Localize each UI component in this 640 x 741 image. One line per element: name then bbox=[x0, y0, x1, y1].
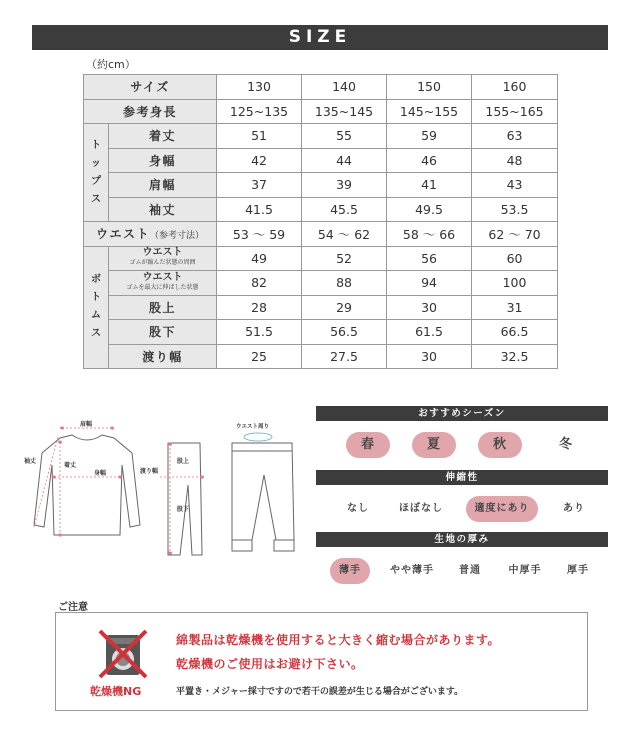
thigh-label: 渡り幅 bbox=[140, 468, 159, 475]
cell: 27.5 bbox=[302, 344, 387, 369]
no-dryer-icon bbox=[96, 627, 150, 681]
table-row bbox=[84, 173, 558, 198]
body-width-label: 身幅 bbox=[94, 470, 107, 477]
notice-line-3: 平置き・メジャー採寸ですので若干の誤差が生じる場合がございます。 bbox=[176, 687, 464, 697]
table-row-waist bbox=[84, 222, 558, 247]
waist-around-label: ウエスト周り bbox=[236, 424, 270, 430]
row-label: 渡り幅 bbox=[109, 344, 217, 369]
unit-note: （約cm） bbox=[86, 58, 136, 71]
cell: 29 bbox=[302, 295, 387, 320]
thickness-option-normal: 普通 bbox=[459, 565, 481, 576]
rise-label: 股上 bbox=[177, 458, 190, 465]
bottoms-group-label: ボトムス bbox=[84, 246, 109, 369]
table-row-size bbox=[84, 75, 558, 100]
cell: 48 bbox=[472, 148, 558, 173]
size-title: SIZE bbox=[32, 25, 608, 50]
table-row bbox=[84, 197, 558, 222]
table-row bbox=[84, 148, 558, 173]
cell: 25 bbox=[217, 344, 302, 369]
row-label: 着丈 bbox=[109, 124, 217, 149]
table-row bbox=[84, 246, 558, 271]
row-label: ウエスト ゴムを最大に伸ばした状態 bbox=[109, 271, 217, 296]
stretch-option-yes: あり bbox=[563, 503, 585, 514]
cell: 32.5 bbox=[472, 344, 558, 369]
cell: 54 ～ 62 bbox=[302, 222, 387, 247]
cell: 49 bbox=[217, 246, 302, 271]
cell: 41.5 bbox=[217, 197, 302, 222]
season-option-spring: 春 bbox=[346, 432, 390, 458]
table-row bbox=[84, 320, 558, 345]
cell: 63 bbox=[472, 124, 558, 149]
cell: 51.5 bbox=[217, 320, 302, 345]
cell: 39 bbox=[302, 173, 387, 198]
table-row bbox=[84, 344, 558, 369]
shoulder-label: 肩幅 bbox=[80, 421, 93, 428]
cell: 56.5 bbox=[302, 320, 387, 345]
tops-group-label: トップス bbox=[84, 124, 109, 222]
row-label: ウエスト ゴムが縮んだ状態の周囲 bbox=[109, 246, 217, 271]
cell: 43 bbox=[472, 173, 558, 198]
waist-arrow-icon bbox=[244, 433, 272, 441]
cell: 62 ～ 70 bbox=[472, 222, 558, 247]
row-label: 身幅 bbox=[109, 148, 217, 173]
row-label: 股上 bbox=[109, 295, 217, 320]
height-cell: 135~145 bbox=[302, 99, 387, 124]
season-bar: おすすめシーズン bbox=[316, 406, 608, 421]
cell: 100 bbox=[472, 271, 558, 296]
waist-label: ウエスト（参考寸法） bbox=[84, 222, 217, 247]
table-row bbox=[84, 271, 558, 296]
size-cell: 150 bbox=[387, 75, 472, 100]
notice-line-2: 乾燥機のご使用はお避け下さい。 bbox=[176, 657, 364, 671]
thickness-bar: 生地の厚み bbox=[316, 532, 608, 547]
table-row bbox=[84, 124, 558, 149]
cell: 82 bbox=[217, 271, 302, 296]
cell: 37 bbox=[217, 173, 302, 198]
pants-front-illustration bbox=[232, 443, 294, 551]
season-options bbox=[316, 432, 608, 462]
stretch-bar: 伸縮性 bbox=[316, 470, 608, 485]
height-label: 参考身長 bbox=[84, 99, 217, 124]
cell: 60 bbox=[472, 246, 558, 271]
cell: 59 bbox=[387, 124, 472, 149]
cell: 30 bbox=[387, 295, 472, 320]
season-option-winter: 冬 bbox=[558, 437, 573, 452]
cell: 41 bbox=[387, 173, 472, 198]
season-option-autumn: 秋 bbox=[478, 432, 522, 458]
cell: 28 bbox=[217, 295, 302, 320]
cell: 58 ～ 66 bbox=[387, 222, 472, 247]
size-table bbox=[83, 74, 558, 369]
notice-box bbox=[55, 612, 588, 711]
size-cell: 160 bbox=[472, 75, 558, 100]
cell: 88 bbox=[302, 271, 387, 296]
height-cell: 145~155 bbox=[387, 99, 472, 124]
height-cell: 155~165 bbox=[472, 99, 558, 124]
cell: 61.5 bbox=[387, 320, 472, 345]
measurement-diagram bbox=[20, 415, 310, 565]
cell: 31 bbox=[472, 295, 558, 320]
thickness-option-slightly-thin: やや薄手 bbox=[390, 565, 434, 576]
cell: 42 bbox=[217, 148, 302, 173]
height-cell: 125~135 bbox=[217, 99, 302, 124]
inseam-label: 股下 bbox=[177, 506, 190, 513]
dryer-ng-label: 乾燥機NG bbox=[90, 685, 142, 698]
thickness-option-thick: 厚手 bbox=[567, 565, 589, 576]
cell: 49.5 bbox=[387, 197, 472, 222]
size-cell: 130 bbox=[217, 75, 302, 100]
cell: 55 bbox=[302, 124, 387, 149]
size-cell: 140 bbox=[302, 75, 387, 100]
cell: 46 bbox=[387, 148, 472, 173]
cell: 52 bbox=[302, 246, 387, 271]
notice-line-1: 綿製品は乾燥機を使用すると大きく縮む場合があります。 bbox=[176, 633, 501, 647]
cell: 30 bbox=[387, 344, 472, 369]
notice-title: ご注意 bbox=[58, 602, 88, 613]
stretch-option-moderate: 適度にあり bbox=[466, 496, 538, 522]
table-row-height bbox=[84, 99, 558, 124]
size-label: サイズ bbox=[84, 75, 217, 100]
length-label: 着丈 bbox=[64, 462, 77, 469]
cell: 53 ～ 59 bbox=[217, 222, 302, 247]
cell: 45.5 bbox=[302, 197, 387, 222]
row-label: 股下 bbox=[109, 320, 217, 345]
stretch-option-almost-none: ほぼなし bbox=[399, 503, 443, 514]
stretch-option-none: なし bbox=[347, 503, 369, 514]
cell: 56 bbox=[387, 246, 472, 271]
cell: 66.5 bbox=[472, 320, 558, 345]
shirt-illustration bbox=[34, 435, 140, 535]
thickness-options bbox=[316, 558, 608, 588]
cell: 51 bbox=[217, 124, 302, 149]
stretch-options bbox=[316, 496, 608, 526]
row-label: 肩幅 bbox=[109, 173, 217, 198]
thickness-option-medium-thick: 中厚手 bbox=[508, 565, 542, 576]
sleeve-label: 袖丈 bbox=[24, 458, 37, 465]
season-option-summer: 夏 bbox=[412, 432, 456, 458]
table-row bbox=[84, 295, 558, 320]
cell: 53.5 bbox=[472, 197, 558, 222]
cell: 44 bbox=[302, 148, 387, 173]
thickness-option-thin: 薄手 bbox=[330, 558, 370, 584]
row-label: 袖丈 bbox=[109, 197, 217, 222]
cell: 94 bbox=[387, 271, 472, 296]
